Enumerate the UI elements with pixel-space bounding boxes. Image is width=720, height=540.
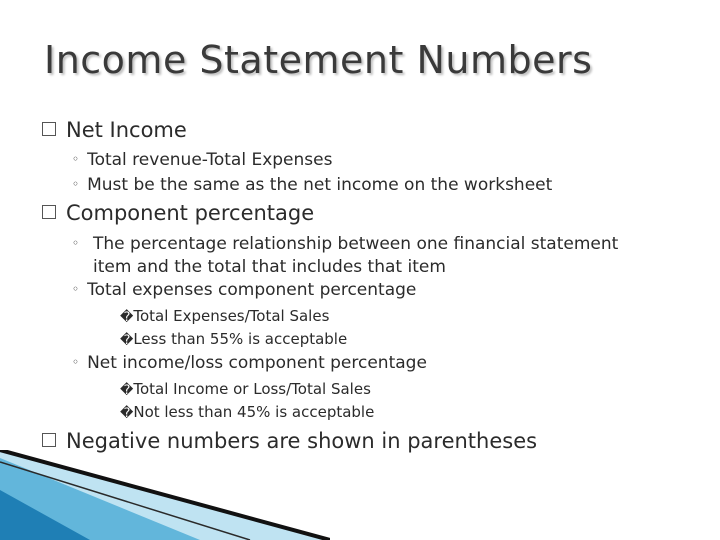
hollow-circle-icon: ◦	[72, 152, 80, 166]
empty-square-icon	[42, 205, 56, 219]
corner-decoration	[0, 450, 330, 540]
subbullet-text: Total expenses component percentage	[87, 280, 417, 300]
bullet-text: Negative numbers are shown in parentheses	[66, 429, 538, 453]
subbullet-total-expenses-percentage	[72, 280, 416, 300]
subsubbullet-text: Total Expenses/Total Sales	[133, 307, 330, 325]
subsubbullet-income-acceptable	[120, 403, 374, 421]
subsubbullet-text: Not less than 45% is acceptable	[133, 403, 375, 421]
bullet-text: Net Income	[66, 118, 187, 142]
hollow-circle-icon: ◦	[72, 236, 80, 250]
subbullet-text: Net income/loss component percentage	[87, 353, 427, 373]
hollow-circle-icon: ◦	[72, 177, 80, 191]
empty-square-icon	[42, 122, 56, 136]
subbullet-same-as-worksheet	[72, 175, 552, 195]
bullet-text: Component percentage	[66, 201, 315, 225]
replacement-char-icon: �	[120, 383, 134, 398]
subsubbullet-text: Less than 55% is acceptable	[133, 330, 348, 348]
subsubbullet-income-ratio	[120, 380, 371, 398]
bullet-component-percentage	[42, 201, 314, 225]
subsubbullet-text: Total Income or Loss/Total Sales	[133, 380, 371, 398]
replacement-char-icon: �	[120, 333, 134, 348]
subbullet-percentage-relationship	[72, 232, 632, 279]
empty-square-icon	[42, 433, 56, 447]
bullet-net-income	[42, 118, 187, 142]
subbullet-net-income-percentage	[72, 353, 427, 373]
subbullet-total-revenue	[72, 150, 332, 170]
hollow-circle-icon: ◦	[72, 282, 80, 296]
subsubbullet-expenses-acceptable	[120, 330, 347, 348]
replacement-char-icon: �	[120, 406, 134, 421]
slide-title: Income Statement Numbers	[44, 38, 593, 82]
subsubbullet-expenses-ratio	[120, 307, 329, 325]
subbullet-text: The percentage relationship between one financial statement item and the total that includes that item	[93, 234, 619, 277]
replacement-char-icon: �	[120, 310, 134, 325]
subbullet-text: Must be the same as the net income on the worksheet	[87, 175, 553, 195]
subbullet-text: Total revenue-Total Expenses	[87, 150, 333, 170]
hollow-circle-icon: ◦	[72, 355, 80, 369]
